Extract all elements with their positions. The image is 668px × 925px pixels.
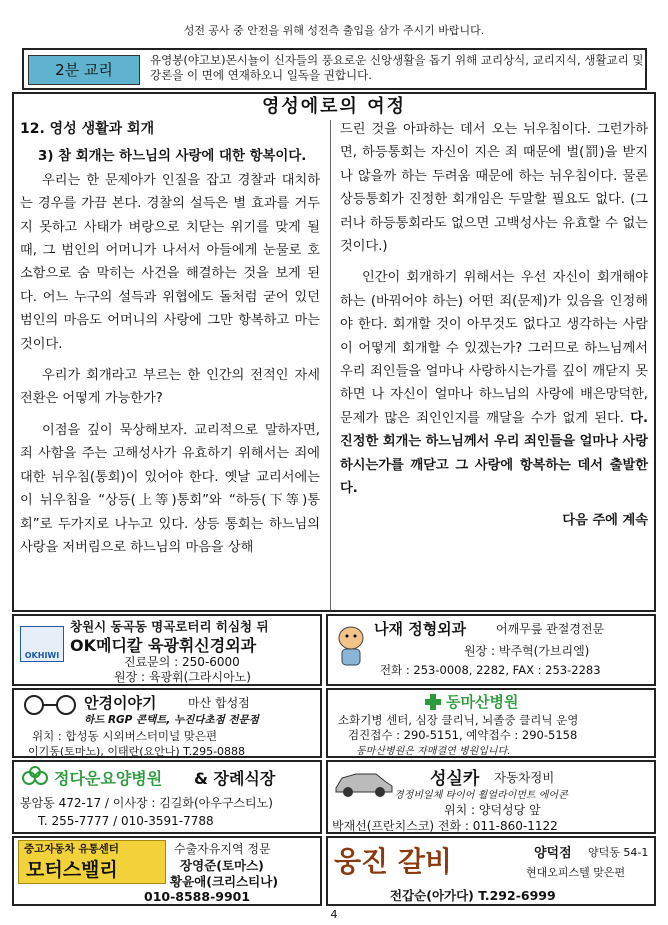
article-title: 영성에로의 여정 xyxy=(262,96,406,117)
ad-phone: T. 255-7777 / 010-3591-7788 xyxy=(38,814,214,828)
ad-line: 동마산병원은 자매결연 병원입니다. xyxy=(356,746,511,757)
ad-specialty: 어깨무릎 관절경전문 xyxy=(496,622,605,636)
car-icon xyxy=(332,766,394,798)
paragraph-emphasis: 다. 진정한 회개는 하느님께서 우리 죄인들을 얼마나 사랑하시는가를 깨닫고 그 사랑에 항복하는 데서 출발한다. xyxy=(340,410,648,497)
article-right-column xyxy=(340,118,648,532)
ad-specialty: 하드 RGP 콘택트, 누진다초점 전문점 xyxy=(84,714,259,726)
ad-address: 봉암동 472-17 / 이사장 : 김길화(아우구스티노) xyxy=(20,796,273,810)
article-subheading: 3) 참 회개는 하느님의 사랑에 대한 항복이다. xyxy=(38,149,307,165)
ad-location: 위치 : 양덕성당 앞 xyxy=(444,803,541,817)
ad-location: 창원시 동곡동 명곡로터리 히심청 뒤 xyxy=(70,619,269,634)
ad-owners: 이기동(토마노), 이태란(요안나) T.295-0888 xyxy=(28,745,246,758)
ad-person: 황윤애(크리스티나) xyxy=(170,874,279,889)
paragraph: 드린 것을 아파하는 데서 오는 뉘우침이다. 그런가하면, 하등통회는 자신이 지은 죄 때문에 벌(罰)을 받지나 않을까 하는 두려움 때문에 하는 뉘우침이다. 물론 상등통회가 진정한 회개임은 두말할 필요도 없다. (그러나 하등통회라도 없으면 고백성사는 유효할 수 없는 것이다.) xyxy=(340,122,648,255)
hospital-logo-icon: OKHIWI xyxy=(20,626,64,662)
medical-cross-icon xyxy=(424,693,442,711)
section-tag: 2분 교리 xyxy=(28,55,140,85)
ad-branch: 양덕점 xyxy=(534,846,572,861)
ad-landmark: 현대오피스텔 맞은편 xyxy=(526,866,626,879)
ad-seongsil-car xyxy=(326,760,656,834)
flower-logo-icon xyxy=(20,766,50,790)
ad-subtitle: & 장례식장 xyxy=(194,769,276,788)
paragraph xyxy=(340,266,648,500)
restaurant-logo: 웅진 갈비 xyxy=(334,845,452,878)
mascot-icon xyxy=(334,622,368,668)
ad-phone: 전화 : 253-0008, 2282, FAX : 253-2283 xyxy=(380,663,601,677)
paragraph-text: 인간이 회개하기 위해서는 우선 자신이 회개해야 하는 (바꿔어야 하는) 어떤 죄(문제)가 있음을 인정해야 한다. 회개할 것이 아무것도 없다고 생각하는 사람이 어떻게 회개할 수 있겠는가? 그러므로 하느님께서 우리 죄인들을 얼마나 사랑하시는가를 깊이 깨닫지 못하면 나 자신이 얼마나 하느님의 사랑에 배은망덕한, 문제가 많은 죄인인지를 깨달을 수가 없게 된다. xyxy=(340,270,648,426)
ad-name: 안경이야기 xyxy=(84,694,157,712)
ad-optical xyxy=(12,688,322,758)
article-heading: 12. 영성 생활과 회개 xyxy=(20,121,155,137)
ad-badge: 중고자동차 유통센터 xyxy=(24,843,119,855)
to-be-continued: 다음 주에 계속 xyxy=(562,512,648,528)
catechism-header-box xyxy=(22,48,647,90)
page-number: 4 xyxy=(330,908,338,921)
ad-services: 경정비일체 타이어 휠얼라이먼트 에어콘 xyxy=(394,790,568,801)
ad-person: 장영준(토마스) xyxy=(180,858,264,873)
ad-galbi-restaurant xyxy=(326,836,656,906)
section-description: 유영봉(야고보)몬시뇰이 신자들의 풍요로운 신앙생활을 돕기 위해 교리상식, 교리지식, 생활교리 및 강론을 이 면에 연재하오니 일독을 권합니다. xyxy=(150,53,644,82)
notice-banner: 성전 공사 중 안전을 위해 성전측 출입을 삼가 주시기 바랍니다. xyxy=(183,24,485,37)
ad-address: 양덕동 54-1 xyxy=(588,846,649,859)
paragraph: 이점을 깊이 묵상해보자. 교리적으로 말하자면, 죄 사함을 주는 고해성사가 유효하기 위해서는 죄에 대한 뉘우침(통회)이 있어야 한다. 옛날 교리서에는 이 뉘우침을 “상등(上等)통회”와 “하등(下等)통회”로 두가지로 나누고 있다. 상등 통회는 하느님의 사랑을 저버림으로 하느님의 마음을 상해 xyxy=(20,422,320,555)
column-divider xyxy=(330,120,331,610)
ad-branch: 마산 합성점 xyxy=(188,696,250,710)
ad-owner: 전갑순(아가다) T.292-6999 xyxy=(390,888,556,903)
article-box xyxy=(12,92,656,612)
ad-owner: 박재선(프란치스코) 전화 : 011-860-1122 xyxy=(332,819,558,833)
ad-jungdaun-hospital xyxy=(12,760,322,834)
ad-line: 소화기병 센터, 심장 클리닉, 뇌졸중 클리닉 운영 xyxy=(338,713,579,727)
article-left-column xyxy=(20,118,320,559)
glasses-icon xyxy=(20,694,82,716)
paragraph: 우리가 회개라고 부르는 한 인간의 전적인 자세 전환은 어떻게 가능한가? xyxy=(20,368,320,407)
ad-ok-medical xyxy=(12,614,322,686)
ad-name: 정다운요양병원 xyxy=(54,769,163,788)
ad-phone: 010-8588-9901 xyxy=(144,889,251,904)
ad-phone: 진료문의 : 250-6000 xyxy=(124,655,240,669)
ad-director: 원장 : 육광휘(그라시아노) xyxy=(114,670,251,684)
ad-name: 모터스밸리 xyxy=(26,859,118,881)
ad-motors-valley xyxy=(12,836,322,906)
paragraph: 우리는 한 문제아가 인질을 잡고 경찰과 대치하는 경우를 가끔 본다. 경찰의 설득은 별 효과를 거두지 못하고 사태가 벼랑으로 치닫는 위기를 맞게 될 때, 그 범인의 어머니가 나서서 아들에게 눈물로 호소함으로 숨 막히는 사건을 해결하는 것을 보게 된다. 어느 누구의 설득과 위협에도 돌처럼 굳어 있던 범인의 마음도 어머니의 사랑에 그만 항복하고 마는 것이다. xyxy=(20,172,320,352)
ad-najae-orthopedics xyxy=(326,614,656,686)
ad-region: 수출자유지역 정문 xyxy=(174,842,271,856)
ad-address: 위치 : 합성동 시외버스터미널 맞은편 xyxy=(32,729,218,743)
ad-name: 성실카 xyxy=(430,769,480,789)
ad-phone: 검진접수 : 290-5151, 예약접수 : 290-5158 xyxy=(348,728,578,742)
ad-type: 자동차정비 xyxy=(494,770,555,785)
ad-dongmasan-hospital xyxy=(326,688,656,758)
ad-name: OK메디칼 육광휘신경외과 xyxy=(70,636,257,655)
ad-name: 동마산병원 xyxy=(446,693,519,711)
ad-name: 나재 정형외과 xyxy=(374,620,467,638)
ad-director: 원장 : 박주혁(가브리엘) xyxy=(464,644,590,658)
